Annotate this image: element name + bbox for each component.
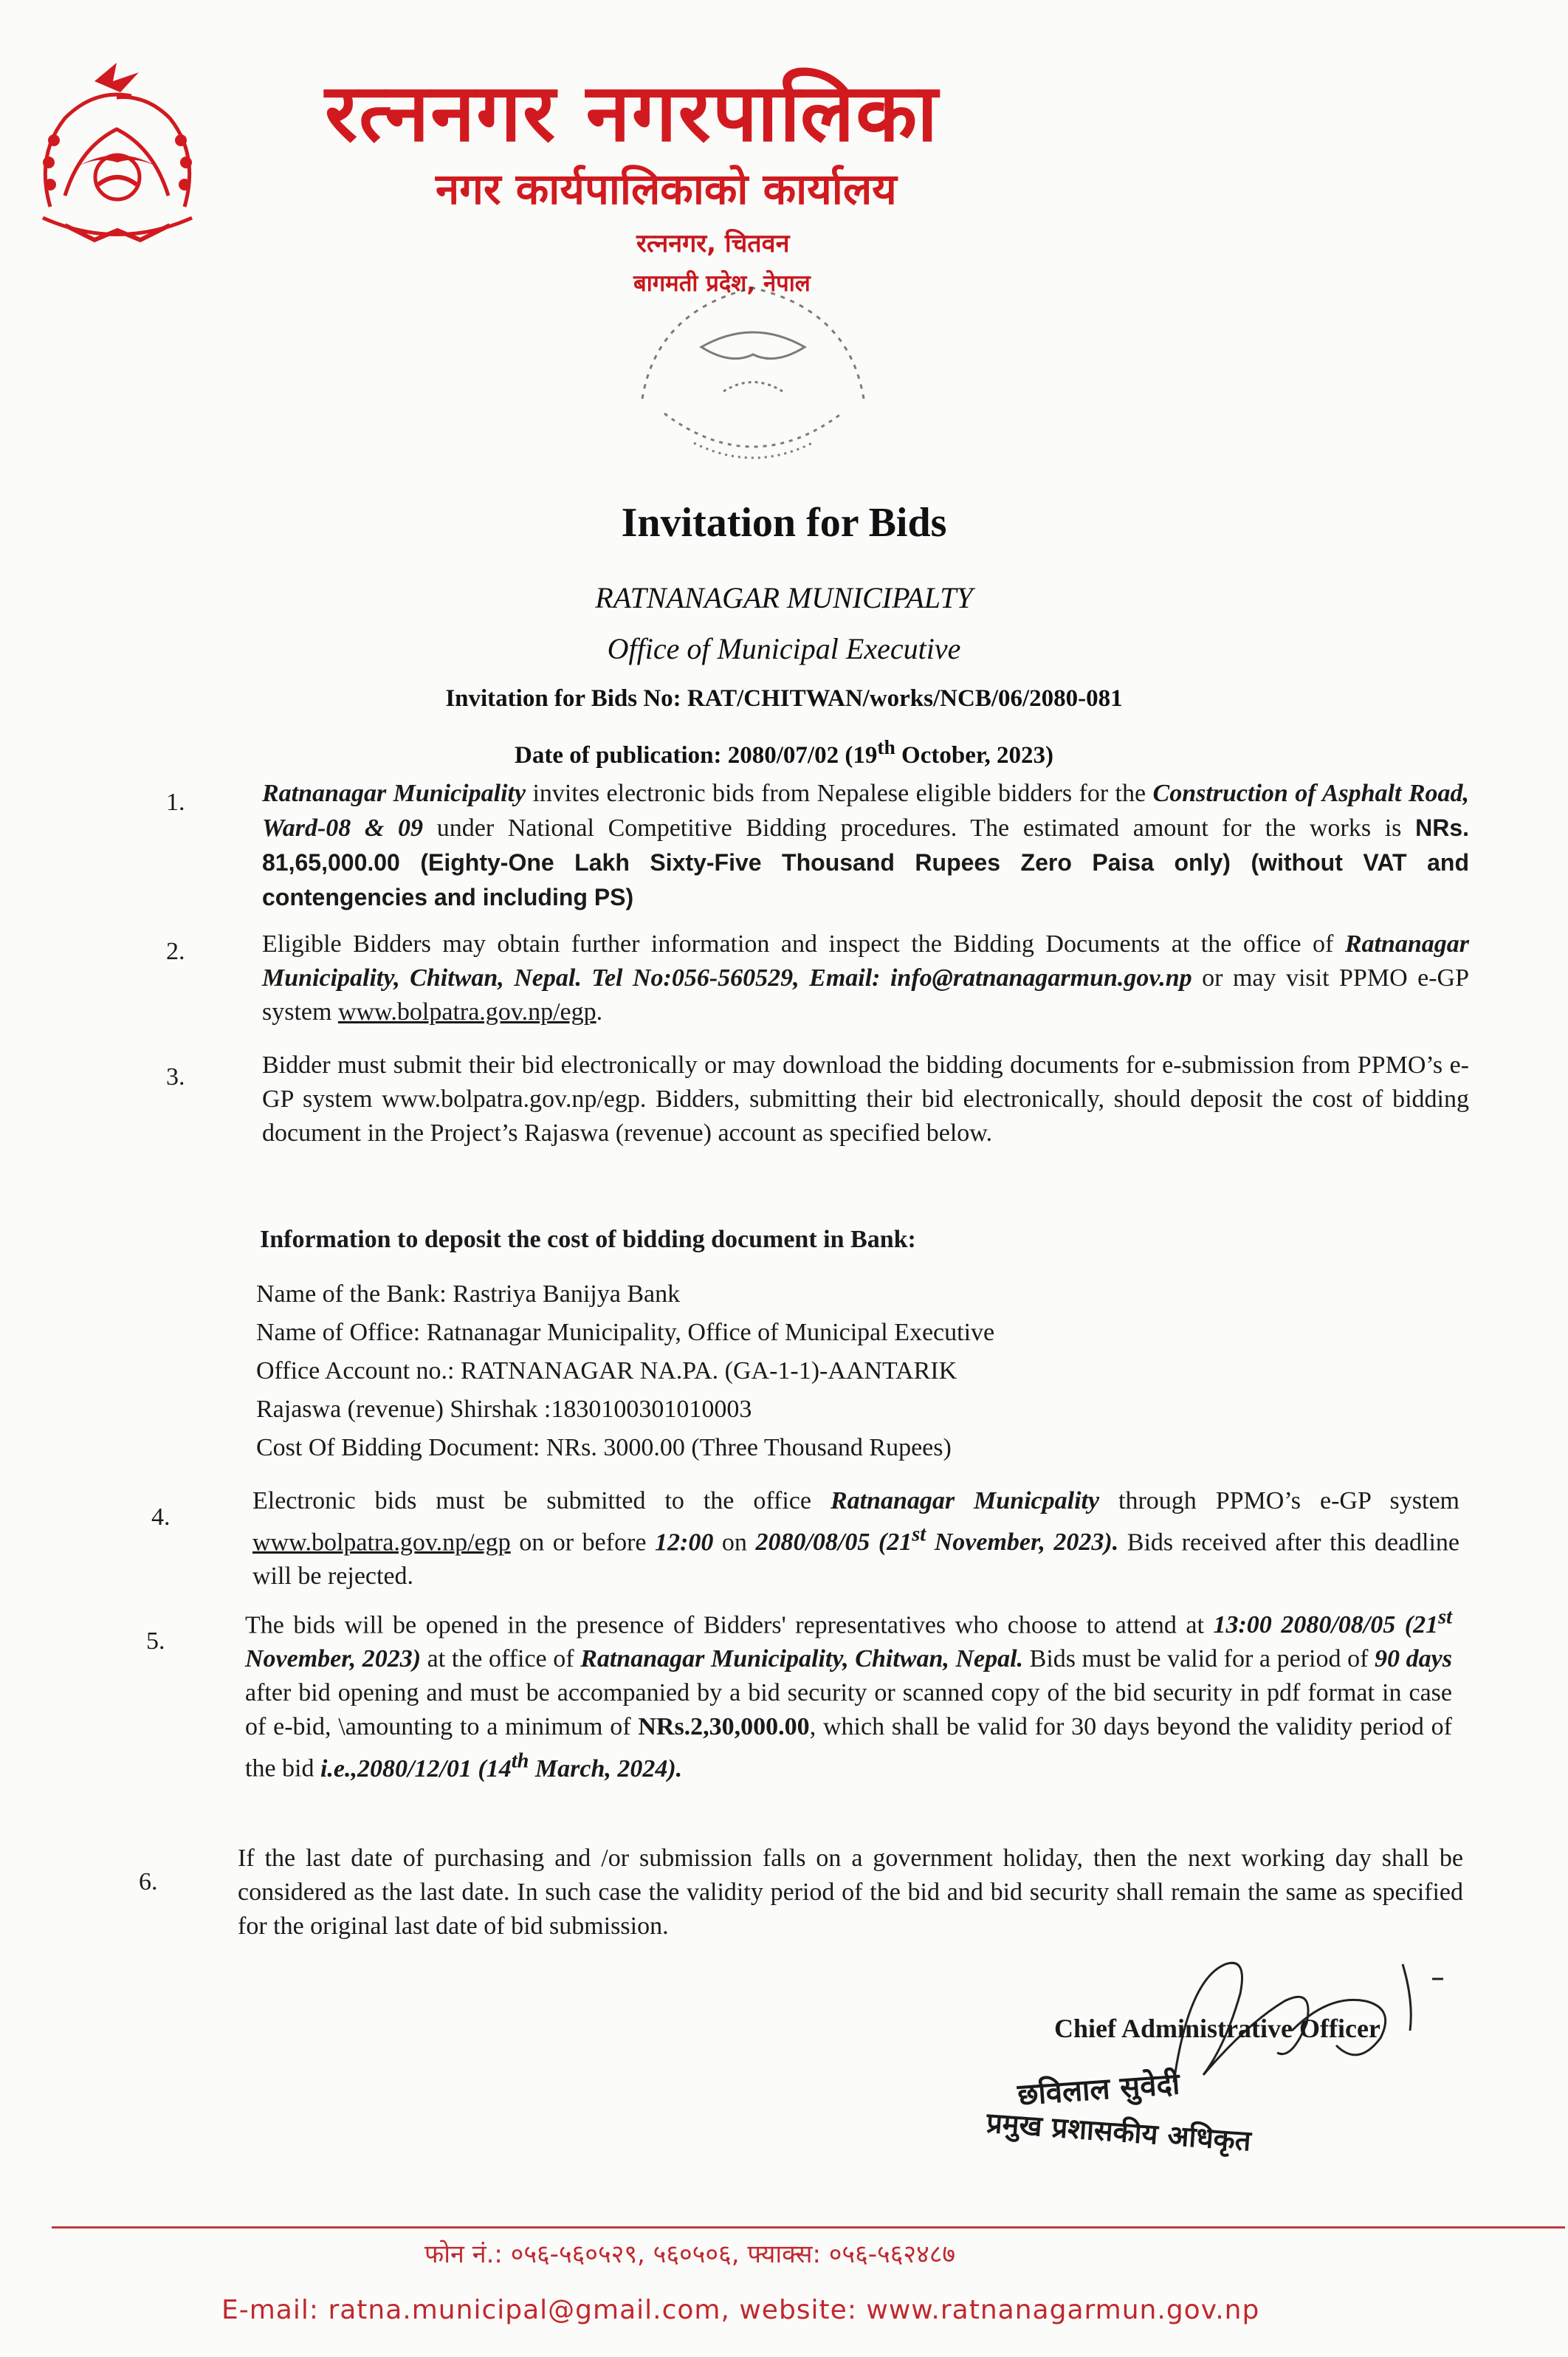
signatory-name: छविलाल सुवेदी bbox=[1016, 2067, 1181, 2113]
bank-info-line: Office Account no.: RATNANAGAR NA.PA. (GA-1-1)-AANTARIK bbox=[256, 1357, 957, 1385]
municipal-seal-stamp bbox=[613, 236, 893, 517]
footer-divider bbox=[52, 2226, 1565, 2229]
item-4-text: Electronic bids must be submitted to the office Ratnanagar Municpality through PPMO’s e-GP system www.bolpatra.gov.np/egp on or before 12:00 on 2080/08/05 (21st November, 2023). Bids received after this deadline will be rejected. bbox=[252, 1487, 1460, 1591]
bank-info-line: Name of Office: Ratnanagar Municipality, Office of Municipal Executive bbox=[256, 1319, 995, 1346]
item-number: 6. bbox=[139, 1868, 158, 1895]
nepal-emblem-icon bbox=[21, 59, 214, 253]
footer-phone: फोन नं.: ०५६-५६०५२९, ५६०५०६, फ्याक्स: ०५६-५६२४८७ bbox=[424, 2240, 956, 2269]
bank-info-line: Rajaswa (revenue) Shirshak :1830100301010003 bbox=[256, 1396, 752, 1423]
item-2-text: Eligible Bidders may obtain further information and inspect the Bidding Documents at the office of Ratnanagar Municipality, Chitwan, Nepal. Tel No:056-560529, Email: info@ratnanagarmun.gov.np or may visit PPMO e-GP system www.bolpatra.gov.np/egp. bbox=[262, 930, 1469, 1026]
item-1-text: Ratnanagar Municipality invites electronic bids from Nepalese eligible bidders for the Construction of Asphalt Road, Ward-08 & 09 under National Competitive Bidding procedures. The estimated amount for the works is NRs. 81,65,000.00 (Eighty-One Lakh Sixty-Five Thousand Rupees Zero Paisa only) (without VAT and contengencies and including PS) bbox=[262, 780, 1470, 910]
item-number: 1. bbox=[166, 789, 185, 816]
bolpatra-link[interactable]: www.bolpatra.gov.np/egp bbox=[337, 998, 596, 1026]
office-name: Office of Municipal Executive bbox=[607, 632, 961, 665]
header-address-line1: रत्ननगर, चितवन bbox=[636, 229, 790, 258]
item-number: 5. bbox=[146, 1627, 165, 1655]
org-name: RATNANAGAR MUNICIPALTY bbox=[595, 581, 973, 614]
signatory-title: Chief Administrative Officer bbox=[1054, 2014, 1380, 2043]
bolpatra-link[interactable]: www.bolpatra.gov.np/egp bbox=[252, 1529, 511, 1557]
ifb-number: Invitation for Bids No: RAT/CHITWAN/works/NCB/06/2080-081 bbox=[445, 685, 1123, 712]
bank-info-heading: Information to deposit the cost of bidding document in Bank: bbox=[260, 1226, 916, 1253]
signatory-designation: प्रमुख प्रशासकीय अधिकृत bbox=[985, 2106, 1253, 2158]
document-title: Invitation for Bids bbox=[621, 500, 947, 546]
item-6-text: If the last date of purchasing and /or submission falls on a government holiday, then the next working day shall be considered as the last date. In such case the validity period of the bid and bid security shall remain the same as specified for the original last date of bid submission. bbox=[238, 1845, 1463, 1940]
footer-email-website: E-mail: ratna.municipal@gmail.com, website: www.ratnanagarmun.gov.np bbox=[221, 2295, 1260, 2325]
item-number: 3. bbox=[166, 1063, 185, 1091]
bank-info-line: Cost Of Bidding Document: NRs. 3000.00 (Three Thousand Rupees) bbox=[256, 1434, 952, 1461]
header-address-line2: बागमती प्रदेश, नेपाल bbox=[633, 270, 811, 297]
header-title: रत्ननगर नगरपालिका bbox=[325, 67, 940, 159]
header-subtitle: नगर कार्यपालिकाको कार्यालय bbox=[436, 164, 897, 214]
publication-date: Date of publication: 2080/07/02 (19th October, 2023) bbox=[515, 735, 1053, 769]
item-number: 2. bbox=[166, 938, 185, 965]
bank-info-line: Name of the Bank: Rastriya Banijya Bank bbox=[256, 1280, 681, 1308]
item-3-text: Bidder must submit their bid electronically or may download the bidding documents for e-submission from PPMO’s e-GP system www.bolpatra.gov.np/egp. Bidders, submitting their bid electronically, should deposit the cost of bidding document in the Project’s Rajaswa (revenue) account as specified below. bbox=[262, 1051, 1469, 1147]
item-number: 4. bbox=[151, 1503, 171, 1531]
item-5-text: The bids will be opened in the presence of Bidders' representatives who choose to attend at 13:00 2080/08/05 (21st November, 2023) at the office of Ratnanagar Municipality, Chitwan, Nepal. Bids must be valid for a period of 90 days after bid opening and must be accompanied by a bid security or scanned copy of the bid security in pdf format in case of e-bid, \amounting to a minimum of NRs.2,30,000.00, which shall be valid for 30 days beyond the validity period of the bid i.e.,2080/12/01 (14th March, 2024). bbox=[245, 1606, 1452, 1783]
